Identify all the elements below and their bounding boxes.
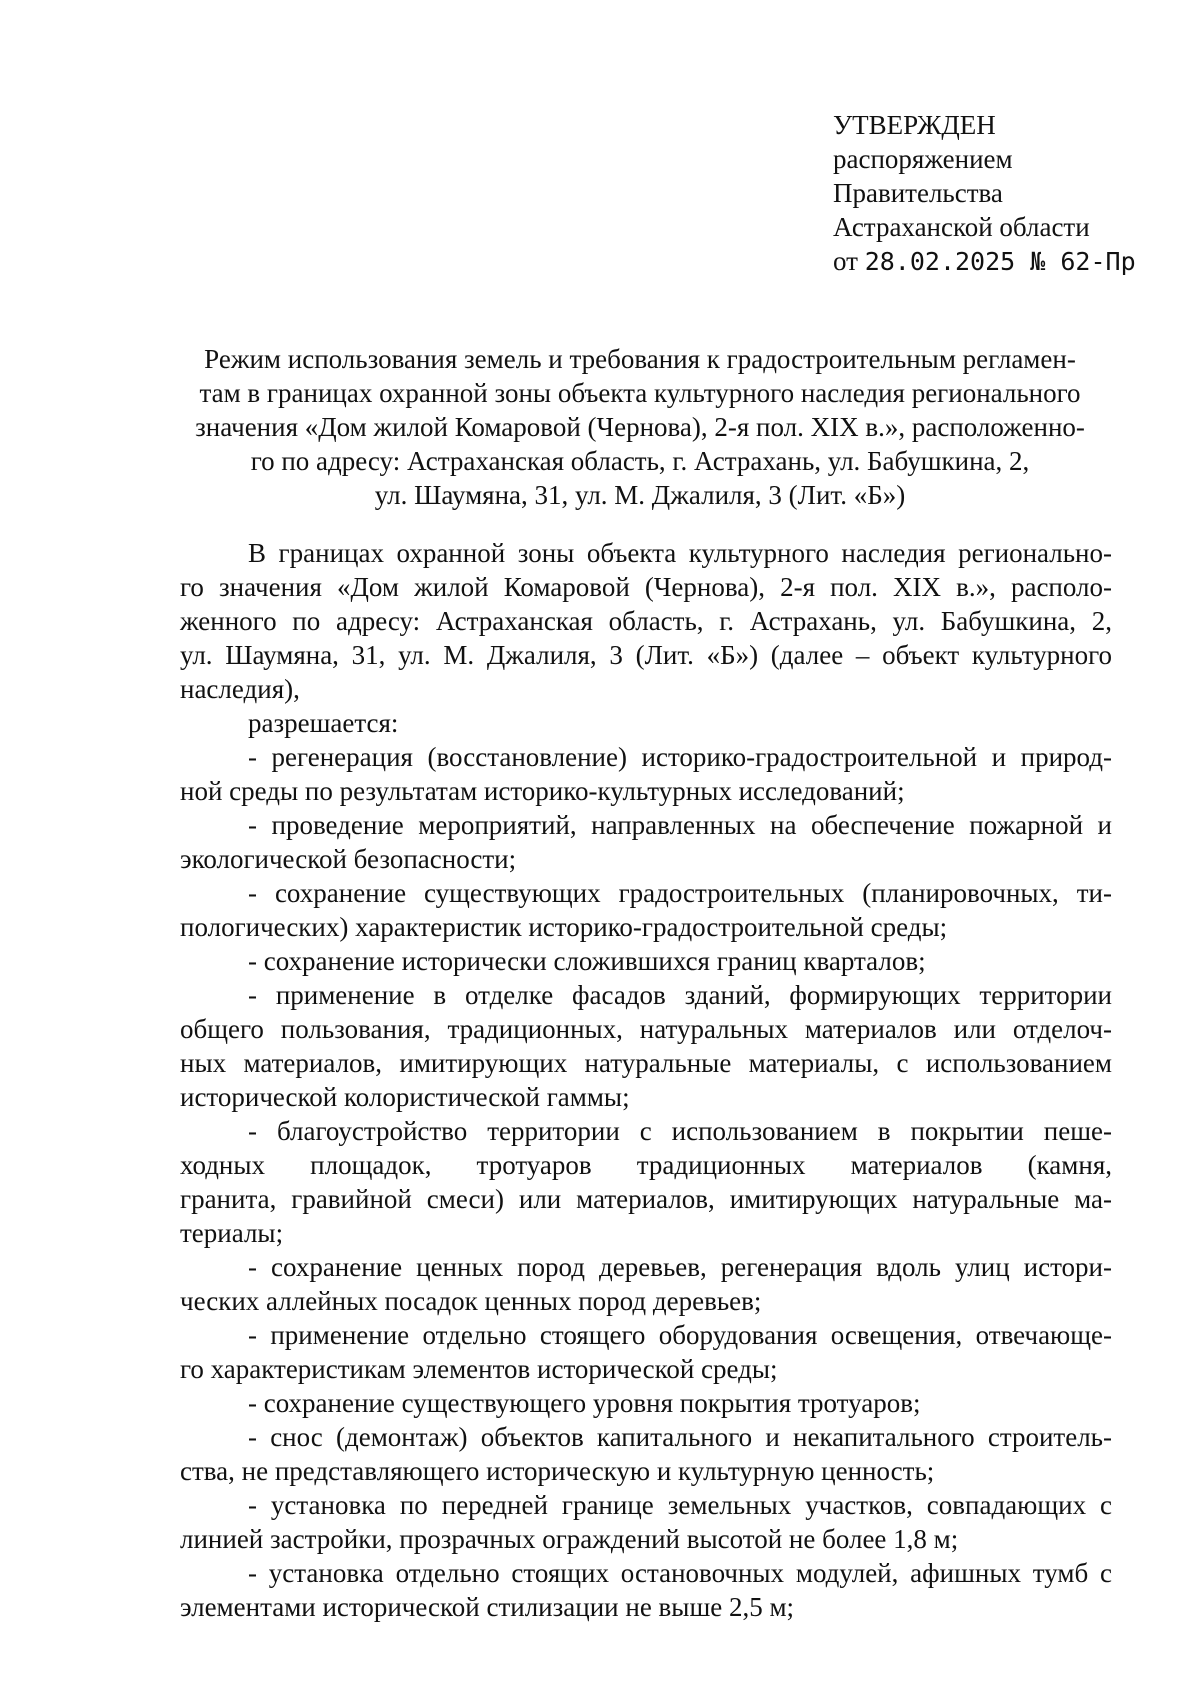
body-line: - сохранение существующих градостроительных (планировочных, ти- [248, 878, 1112, 908]
body-line: ул. Шаумяна, 31, ул. М. Джалиля, 3 (Лит. «Б») (далее – объект культурного [180, 640, 1112, 670]
body-line: - сохранение существующего уровня покрытия тротуаров; [248, 1388, 921, 1418]
body-line: гранита, гравийной смеси) или материалов, имитирующих натуральные ма- [180, 1184, 1112, 1214]
body-line: ческих аллейных посадок ценных пород деревьев; [180, 1286, 762, 1316]
approval-date-stamp: 28.02.2025 № 62-Пр [864, 247, 1136, 276]
body-line: разрешается: [248, 708, 399, 738]
body-line: экологической безопасности; [180, 844, 517, 874]
body-line: го характеристикам элементов исторической среды; [180, 1354, 778, 1384]
body-line: - благоустройство территории с использованием в покрытии пеше- [248, 1116, 1112, 1146]
approval-date-line [833, 244, 1136, 279]
document-title [170, 342, 1110, 512]
body-line: го значения «Дом жилой Комаровой (Чернова), 2-я пол. XIX в.», располо- [180, 572, 1112, 602]
title-line: го по адресу: Астраханская область, г. Астрахань, ул. Бабушкина, 2, [250, 446, 1030, 476]
body-line: - применение отдельно стоящего оборудования освещения, отвечающе- [248, 1320, 1112, 1350]
body-line: - сохранение ценных пород деревьев, регенерация вдоль улиц истори- [248, 1252, 1112, 1282]
title-line: ул. Шаумяна, 31, ул. М. Джалиля, 3 (Лит. «Б») [374, 480, 906, 510]
body-line: - установка отдельно стоящих остановочных модулей, афишных тумб с [248, 1558, 1112, 1588]
body-line: - регенерация (восстановление) историко-градостроительной и природ- [248, 742, 1112, 772]
body-line: элементами исторической стилизации не выше 2,5 м; [180, 1592, 795, 1622]
body-line: ной среды по результатам историко-культурных исследований; [180, 776, 905, 806]
body-line: В границах охранной зоны объекта культурного наследия регионально- [248, 538, 1112, 568]
approval-stamp-block [833, 108, 1136, 279]
approval-date-prefix: от [833, 246, 858, 276]
body-line: исторической колористической гаммы; [180, 1082, 630, 1112]
body-line: ства, не представляющего историческую и культурную ценность; [180, 1456, 935, 1486]
title-line: значения «Дом жилой Комаровой (Чернова), 2-я пол. XIX в.», расположенно- [195, 412, 1085, 442]
body-line: женного по адресу: Астраханская область, г. Астрахань, ул. Бабушкина, 2, [180, 606, 1112, 636]
body-line: териалы; [180, 1218, 284, 1248]
body-line: - проведение мероприятий, направленных на обеспечение пожарной и [248, 810, 1112, 840]
body-line: линией застройки, прозрачных ограждений высотой не более 1,8 м; [180, 1524, 959, 1554]
approval-heading: УТВЕРЖДЕН [833, 110, 996, 140]
body-line: пологических) характеристик историко-градостроительной среды; [180, 912, 948, 942]
body-line: общего пользования, традиционных, натуральных материалов или отделоч- [180, 1014, 1112, 1044]
body-line: ходных площадок, тротуаров традиционных материалов (камня, [180, 1150, 1112, 1180]
title-line: там в границах охранной зоны объекта культурного наследия регионального [199, 378, 1081, 408]
approval-line-2: Правительства [833, 178, 1003, 208]
body-line: наследия), [180, 674, 300, 704]
approval-line-3: Астраханской области [833, 212, 1090, 242]
body-line: - сохранение исторически сложившихся границ кварталов; [248, 946, 926, 976]
body-line: - применение в отделке фасадов зданий, формирующих территории [248, 980, 1112, 1010]
body-line: - установка по передней границе земельных участков, совпадающих с [248, 1490, 1112, 1520]
document-body [180, 536, 1112, 1624]
body-line: - снос (демонтаж) объектов капитального и некапитального строитель- [248, 1422, 1112, 1452]
title-line: Режим использования земель и требования к градостроительным регламен- [204, 344, 1076, 374]
approval-line-1: распоряжением [833, 144, 1013, 174]
body-line: ных материалов, имитирующих натуральные материалы, с использованием [180, 1048, 1112, 1078]
